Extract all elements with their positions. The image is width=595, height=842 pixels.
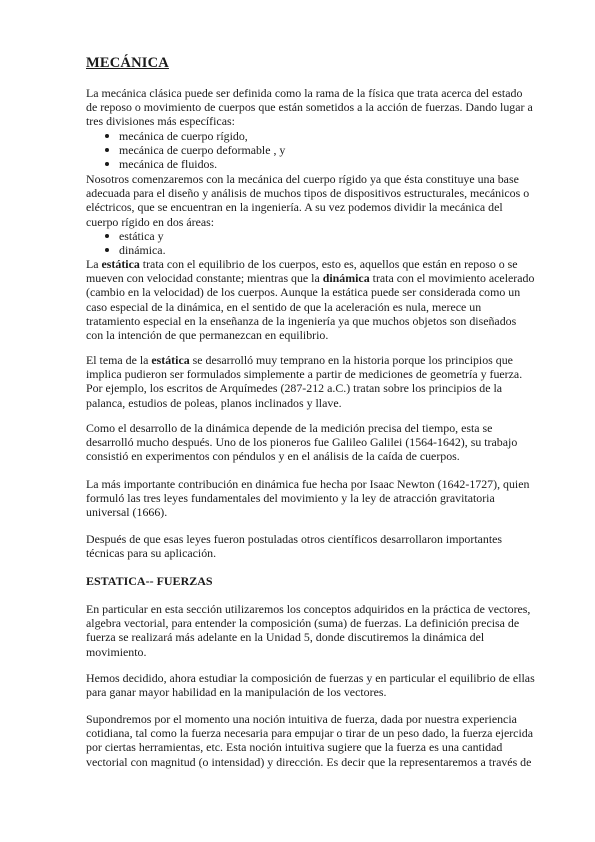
page-title: MECÁNICA [86, 55, 169, 71]
body-paragraph: La estática trata con el equilibrio de los cuerpos, esto es, aquellos que están en reposo o se mueven con velocidad constante; mientras que la dinámica trata con el movimiento acelerado (cambio en la velocidad) de los cuerpos. Aunque la estática puede ser considerada como un caso especial de la dinámica, en el sentido de que la aceleración es nula, merece un tratamiento especial en la enseñanza de la ingeniería ya que muchos objetos son diseñados con la intención de que permanezcan en equilibrio. [86, 257, 535, 343]
body-paragraph: La más importante contribución en dinámica fue hecha por Isaac Newton (1642-1727), quien formuló las tres leyes fundamentales del movimiento y la ley de atracción gravitatoria universal (1666). [86, 477, 530, 520]
areas-list [104, 229, 166, 257]
intro-paragraph: La mecánica clásica puede ser definida como la rama de la física que trata acerca del estado de reposo o movimiento de cuerpos que están sometidos a la acción de fuerzas. Dando lugar a tres divisiones más específicas: [86, 86, 533, 129]
body-paragraph: El tema de la estática se desarrolló muy temprano en la historia porque los principios que implica pudieron ser formulados simplemente a partir de mediciones de geometría y fuerza. Por ejemplo, los escritos de Arquímedes (287-212 a.C.) tratan sobre los principios de la palanca, estudios de poleas, planos inclinados y llave. [86, 353, 523, 410]
bullet-icon [105, 234, 109, 238]
bullet-icon [105, 248, 109, 252]
section-heading: ESTATICA-- FUERZAS [86, 574, 213, 588]
list-item: mecánica de cuerpo deformable , y [104, 143, 285, 157]
list-item: mecánica de fluidos. [104, 157, 285, 171]
list-item: dinámica. [104, 243, 166, 257]
divisions-list [104, 129, 285, 172]
body-paragraph: Después de que esas leyes fueron postuladas otros científicos desarrollaron importantes técnicas para su aplicación. [86, 532, 503, 561]
list-item: estática y [104, 229, 166, 243]
body-paragraph: Nosotros comenzaremos con la mecánica del cuerpo rígido ya que ésta constituye una base adecuada para el diseño y análisis de muchos tipos de dispositivos estructurales, mecánicos o eléctricos, que se encuentran en la ingeniería. A su vez podemos dividir la mecánica del cuerpo rígido en dos áreas: [86, 172, 530, 229]
bullet-icon [105, 148, 109, 152]
list-item: mecánica de cuerpo rígido, [104, 129, 285, 143]
body-paragraph: Como el desarrollo de la dinámica depende de la medición precisa del tiempo, esta se desarrolló mucho después. Uno de los pioneros fue Galileo Galilei (1564-1642), su trabajo consistió en experimentos con péndulos y en el análisis de la caída de cuerpos. [86, 421, 518, 464]
bullet-icon [105, 162, 109, 166]
body-paragraph: En particular en esta sección utilizaremos los conceptos adquiridos en la práctica de vectores, algebra vectorial, para entender la composición (suma) de fuerzas. La definición precisa de fuerza se realizará más adelante en la Unidad 5, donde discutiremos la dinámica del movimiento. [86, 602, 531, 659]
bullet-icon [105, 134, 109, 138]
body-paragraph: Supondremos por el momento una noción intuitiva de fuerza, dada por nuestra experiencia cotidiana, tal como la fuerza necesaria para empujar o tirar de un peso dado, la fuerza ejercida por ciertas herramientas, etc. Esta noción intuitiva sugiere que la fuerza es una cantidad vectorial con magnitud (o intensidad) y dirección. Es decir que la representaremos a través de [86, 712, 533, 769]
body-paragraph: Hemos decidido, ahora estudiar la composición de fuerzas y en particular el equilibrio de ellas para ganar mayor habilidad en la manipulación de los vectores. [86, 671, 535, 700]
